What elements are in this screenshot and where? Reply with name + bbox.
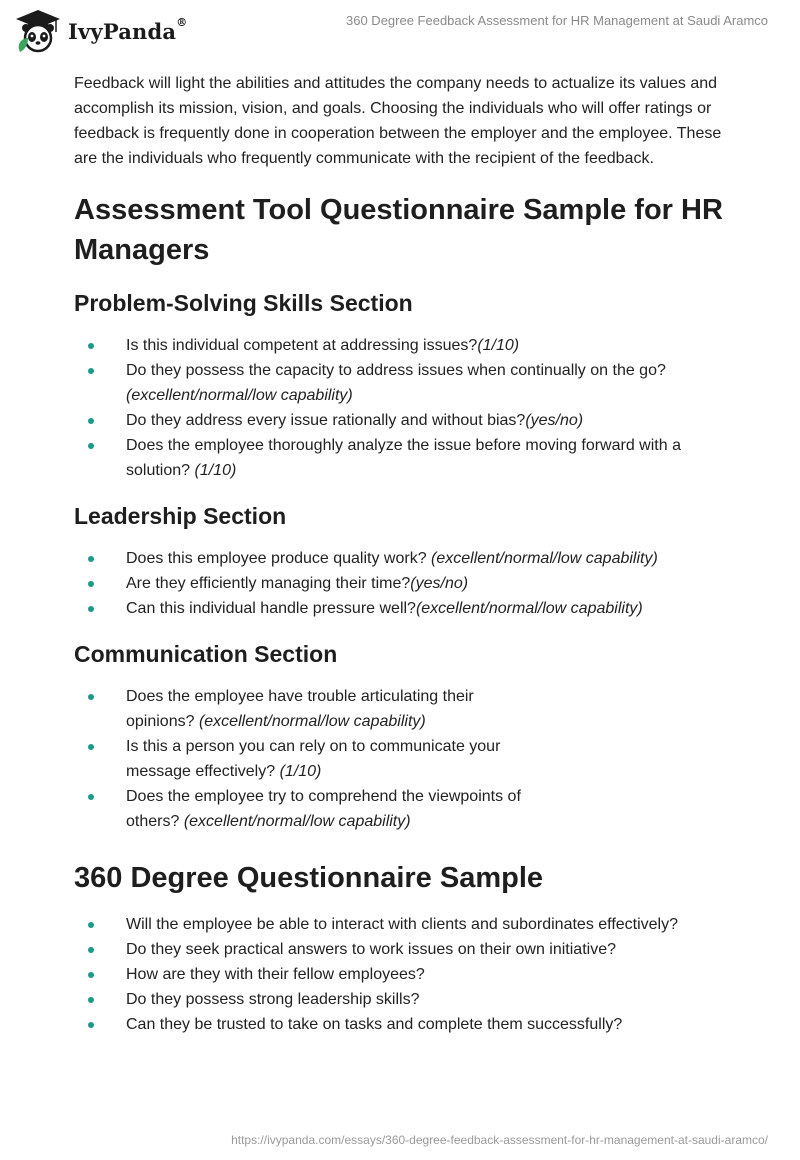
ivypanda-logo[interactable] bbox=[14, 8, 187, 54]
list-item: Does the employee try to comprehend the viewpoints of others? (excellent/normal/low capability) bbox=[74, 784, 546, 834]
list-item: How are they with their fellow employees? bbox=[74, 962, 734, 987]
document-title: 360 Degree Feedback Assessment for HR Management at Saudi Aramco bbox=[346, 13, 768, 28]
leadership-list bbox=[74, 546, 734, 621]
section-heading-problem-solving: Problem-Solving Skills Section bbox=[74, 290, 413, 316]
panda-graduate-icon bbox=[14, 8, 62, 54]
list-item: Will the employee be able to interact with clients and subordinates effectively? bbox=[74, 912, 734, 937]
intro-paragraph: Feedback will light the abilities and attitudes the company needs to actualize its values and accomplish its mission, vision, and goals. Choosing the individuals who will offer ratings or feedback is frequently done in cooperation between the employer and the employee. These are the individuals who frequently communicate with the recipient of the feedback. bbox=[74, 75, 722, 167]
logo-text: IvyPanda® bbox=[68, 15, 188, 44]
sample-list bbox=[74, 912, 734, 1037]
list-item: Do they possess the capacity to address issues when continually on the go? (excellent/normal/low capability) bbox=[74, 358, 734, 408]
communication-list bbox=[74, 684, 734, 834]
list-item: Is this individual competent at addressing issues?(1/10) bbox=[74, 333, 734, 358]
list-item: Is this a person you can rely on to communicate your message effectively? (1/10) bbox=[74, 734, 546, 784]
problem-solving-list bbox=[74, 333, 734, 483]
list-item: Do they seek practical answers to work issues on their own initiative? bbox=[74, 937, 734, 962]
sample-heading: 360 Degree Questionnaire Sample bbox=[74, 862, 544, 894]
section-heading-communication: Communication Section bbox=[74, 641, 338, 667]
section-heading-leadership: Leadership Section bbox=[74, 503, 287, 529]
list-item: Can they be trusted to take on tasks and complete them successfully? bbox=[74, 1012, 734, 1037]
main-heading: Assessment Tool Questionnaire Sample for HR Managers bbox=[74, 194, 723, 266]
article-body bbox=[74, 71, 734, 1037]
list-item: Do they address every issue rationally and without bias?(yes/no) bbox=[74, 408, 734, 433]
list-item: Can this individual handle pressure well?(excellent/normal/low capability) bbox=[74, 596, 734, 621]
list-item: Do they possess strong leadership skills? bbox=[74, 987, 734, 1012]
list-item: Does the employee have trouble articulating their opinions? (excellent/normal/low capability) bbox=[74, 684, 546, 734]
list-item: Does this employee produce quality work? (excellent/normal/low capability) bbox=[74, 546, 734, 571]
source-url-link[interactable]: https://ivypanda.com/essays/360-degree-feedback-assessment-for-hr-management-at-saudi-aramco/ bbox=[231, 1133, 768, 1147]
page-header bbox=[0, 0, 800, 64]
list-item: Does the employee thoroughly analyze the issue before moving forward with a solution? (1/10) bbox=[74, 433, 734, 483]
list-item: Are they efficiently managing their time?(yes/no) bbox=[74, 571, 734, 596]
